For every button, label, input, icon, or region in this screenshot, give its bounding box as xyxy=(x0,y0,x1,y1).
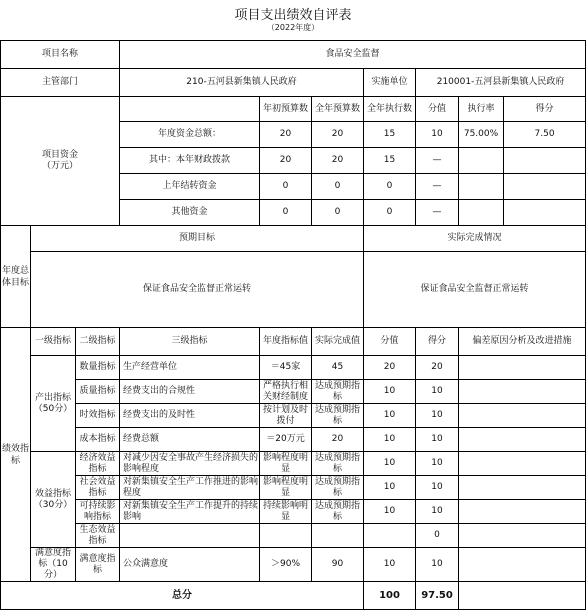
project-name-label: 项目名称 xyxy=(1,41,120,69)
perf-row-l3 xyxy=(120,524,260,548)
goal-actual-header: 实际完成情况 xyxy=(364,226,586,252)
funds-row-label: 年度资金总额： xyxy=(120,122,260,148)
funds-row-full: 0 xyxy=(312,200,364,226)
perf-row-target: 持续影响明显 xyxy=(260,500,312,524)
impl-label: 实施单位 xyxy=(364,69,416,97)
perf-row-l2: 数量指标 xyxy=(76,356,120,380)
perf-row-actual: 达成预期指标 xyxy=(312,500,364,524)
sheet-title: 项目支出绩效自评表 xyxy=(234,8,352,23)
perf-row-score: 10 xyxy=(416,452,459,476)
perf-row-l2: 成本指标 xyxy=(76,428,120,452)
evaluation-table xyxy=(0,40,586,610)
funds-row-score xyxy=(504,148,586,174)
perf-row-note xyxy=(459,548,586,582)
perf-row-value: 10 xyxy=(364,548,416,582)
dept-label: 主管部门 xyxy=(1,69,120,97)
perf-row-l3: 对减少因安全事故产生经济损失的影响程度 xyxy=(120,452,260,476)
funds-row-rate xyxy=(459,174,504,200)
goal-actual-value: 保证食品安全监督正常运转 xyxy=(364,252,586,328)
perf-row-value: 10 xyxy=(364,452,416,476)
goal-expected-value: 保证食品安全监督正常运转 xyxy=(31,252,364,328)
perf-row-actual: 达成预期指标 xyxy=(312,476,364,500)
perf-row-target: ＝20万元 xyxy=(260,428,312,452)
perf-header-score: 得分 xyxy=(416,328,459,356)
group-satisfaction: 满意度指标（10分） xyxy=(31,548,76,582)
funds-row-value: — xyxy=(416,148,459,174)
perf-row-actual: 45 xyxy=(312,356,364,380)
annual-goal-label: 年度总体目标 xyxy=(1,226,31,328)
perf-row-value: 10 xyxy=(364,500,416,524)
funds-row-initial: 0 xyxy=(260,200,312,226)
perf-row-actual xyxy=(312,524,364,548)
perf-row-target: 影响程度明显 xyxy=(260,452,312,476)
perf-header-value: 分值 xyxy=(364,328,416,356)
funds-row-rate xyxy=(459,200,504,226)
perf-row-value: 10 xyxy=(364,380,416,404)
perf-row-l2: 质量指标 xyxy=(76,380,120,404)
perf-row-score: 10 xyxy=(416,428,459,452)
funds-row-label: 其他资金 xyxy=(120,200,260,226)
perf-row-l3: 经费支出的及时性 xyxy=(120,404,260,428)
total-value: 100 xyxy=(364,582,416,610)
goal-expected-header: 预期目标 xyxy=(31,226,364,252)
perf-row-note xyxy=(459,356,586,380)
perf-label: 绩效指标 xyxy=(1,328,31,582)
perf-header-target: 年度指标值 xyxy=(260,328,312,356)
perf-row-score: 10 xyxy=(416,476,459,500)
perf-row-score: 20 xyxy=(416,356,459,380)
perf-row-actual: 达成预期指标 xyxy=(312,452,364,476)
perf-row-value xyxy=(364,524,416,548)
perf-row-note xyxy=(459,500,586,524)
perf-header-note: 偏差原因分析及改进措施 xyxy=(459,328,586,356)
funds-row-exec: 15 xyxy=(364,122,416,148)
perf-row-score: 10 xyxy=(416,500,459,524)
perf-row-l2: 生态效益指标 xyxy=(76,524,120,548)
funds-label xyxy=(1,97,120,226)
dept-value: 210-五河县新集镇人民政府 xyxy=(120,69,364,97)
perf-row-score: 10 xyxy=(416,404,459,428)
funds-row-value: — xyxy=(416,200,459,226)
perf-row-target: 影响程度明显 xyxy=(260,476,312,500)
funds-row-value: — xyxy=(416,174,459,200)
perf-row-l2: 社会效益指标 xyxy=(76,476,120,500)
perf-row-note xyxy=(459,476,586,500)
perf-row-value: 10 xyxy=(364,404,416,428)
perf-row-note xyxy=(459,428,586,452)
perf-row-l3: 公众满意度 xyxy=(120,548,260,582)
perf-row-note xyxy=(459,524,586,548)
perf-row-score: 0 xyxy=(416,524,459,548)
perf-row-score: 10 xyxy=(416,548,459,582)
total-score: 97.50 xyxy=(416,582,459,610)
funds-row-rate xyxy=(459,148,504,174)
perf-row-value: 10 xyxy=(364,428,416,452)
funds-header-full-exec: 全年执行数 xyxy=(364,97,416,122)
funds-row-rate: 75.00% xyxy=(459,122,504,148)
funds-header-score: 得分 xyxy=(504,97,586,122)
funds-row-score xyxy=(504,200,586,226)
perf-header-actual: 实际完成值 xyxy=(312,328,364,356)
funds-row-exec: 15 xyxy=(364,148,416,174)
total-note xyxy=(459,582,586,610)
perf-row-actual: 20 xyxy=(312,428,364,452)
project-name-value: 食品安全监督 xyxy=(120,41,586,69)
perf-row-l2: 可持续影响指标 xyxy=(76,500,120,524)
funds-header-full-budget: 全年预算数 xyxy=(312,97,364,122)
perf-row-target: ＞90% xyxy=(260,548,312,582)
perf-row-value: 10 xyxy=(364,476,416,500)
funds-header-blank xyxy=(120,97,260,122)
perf-header-l2: 二级指标 xyxy=(76,328,120,356)
funds-row-full: 20 xyxy=(312,122,364,148)
perf-row-note xyxy=(459,380,586,404)
group-output: 产出指标（50分） xyxy=(31,356,76,452)
perf-row-target: 严格执行相关财经制度 xyxy=(260,380,312,404)
funds-row-full: 0 xyxy=(312,174,364,200)
funds-row-initial: 20 xyxy=(260,122,312,148)
perf-row-actual: 达成预期指标 xyxy=(312,404,364,428)
perf-header-l3: 三级指标 xyxy=(120,328,260,356)
funds-row-initial: 0 xyxy=(260,174,312,200)
perf-row-target: ＝45家 xyxy=(260,356,312,380)
impl-value: 210001-五河县新集镇人民政府 xyxy=(416,69,586,97)
perf-header-l1: 一级指标 xyxy=(31,328,76,356)
perf-row-actual: 90 xyxy=(312,548,364,582)
funds-row-full: 20 xyxy=(312,148,364,174)
perf-row-score: 10 xyxy=(416,380,459,404)
perf-row-l3: 经费支出的合规性 xyxy=(120,380,260,404)
perf-row-l3: 对新集镇安全生产工作提升的持续影响 xyxy=(120,500,260,524)
perf-row-target: 按计划及时拨付 xyxy=(260,404,312,428)
funds-row-label: 其中：本年财政拨款 xyxy=(120,148,260,174)
perf-row-note xyxy=(459,404,586,428)
sheet-year: （2022年度） xyxy=(266,23,320,32)
funds-header-exec-rate: 执行率 xyxy=(459,97,504,122)
funds-row-label: 上年结转资金 xyxy=(120,174,260,200)
funds-row-score: 7.50 xyxy=(504,122,586,148)
funds-row-value: 10 xyxy=(416,122,459,148)
perf-row-note xyxy=(459,452,586,476)
funds-header-initial: 年初预算数 xyxy=(260,97,312,122)
funds-label-line1: 项目资金 xyxy=(42,150,79,160)
perf-row-l2: 经济效益指标 xyxy=(76,452,120,476)
funds-label-line2: （万元） xyxy=(42,161,79,171)
funds-row-initial: 20 xyxy=(260,148,312,174)
funds-header-score-value: 分值 xyxy=(416,97,459,122)
funds-row-exec: 0 xyxy=(364,200,416,226)
perf-row-l3: 生产经营单位 xyxy=(120,356,260,380)
perf-row-l3: 对新集镇安全生产工作推进的影响程度 xyxy=(120,476,260,500)
funds-row-exec: 0 xyxy=(364,174,416,200)
perf-row-actual: 达成预期指标 xyxy=(312,380,364,404)
group-benefit: 效益指标（30分） xyxy=(31,452,76,548)
perf-row-l2: 满意度指标 xyxy=(76,548,120,582)
total-label: 总分 xyxy=(1,582,364,610)
perf-row-l2: 时效指标 xyxy=(76,404,120,428)
funds-row-score xyxy=(504,174,586,200)
perf-row-l3: 经费总额 xyxy=(120,428,260,452)
perf-row-target xyxy=(260,524,312,548)
perf-row-value: 20 xyxy=(364,356,416,380)
